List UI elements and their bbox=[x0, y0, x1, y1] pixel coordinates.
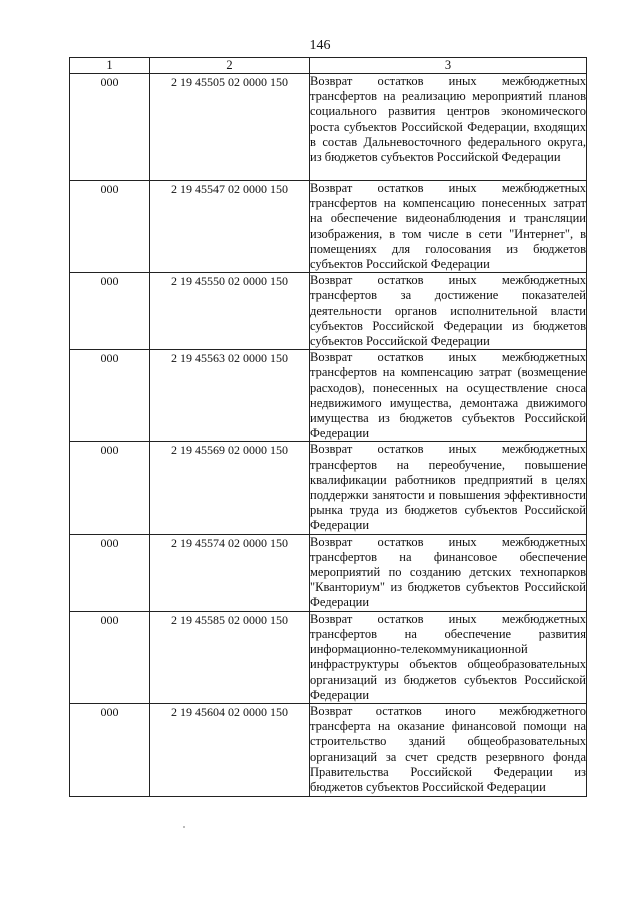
description-cell: Возврат остатков иного межбюджетного трансферта на оказание финансовой помощи на строительство зданий общеобразовательных организаций за счет средств резервного фонда Правительства Российской Федерации из бюджетов субъектов Российской Федерации bbox=[310, 703, 587, 796]
table-row bbox=[70, 273, 587, 350]
admin-code-cell: 000 bbox=[70, 534, 150, 611]
description-cell: Возврат остатков иных межбюджетных трансфертов на компенсацию затрат (возмещение расходов), понесенных на осуществление сноса недвижимого имущества, демонтажа движимого имущества из бюджетов субъектов Российской Федерации bbox=[310, 350, 586, 441]
admin-code-cell: 000 bbox=[70, 442, 150, 534]
budget-classification-table bbox=[69, 57, 587, 797]
description-cell: Возврат остатков иных межбюджетных трансфертов на переобучение, повышение квалификации работников предприятий в целях поддержки занятости и повышения эффективности рынка труда из бюджетов субъектов Российской Федерации bbox=[310, 442, 586, 533]
description-cell: Возврат остатков иных межбюджетных трансфертов за достижение показателей деятельности органов исполнительной власти субъектов Российской Федерации из бюджетов субъектов Российской Федерации bbox=[310, 273, 586, 349]
column-header-3: 3 bbox=[310, 58, 587, 74]
table-row bbox=[70, 181, 587, 273]
table-row bbox=[70, 74, 587, 181]
description-cell: Возврат остатков иных межбюджетных трансфертов на компенсацию понесенных затрат на обеспечение видеонаблюдения и трансляции изображения, в том числе в сети "Интернет", в помещениях для голосования из бюджетов субъектов Российской Федерации bbox=[310, 181, 586, 272]
classification-code-cell: 2 19 45547 02 0000 150 bbox=[150, 181, 310, 273]
classification-code-cell: 2 19 45604 02 0000 150 bbox=[150, 703, 310, 796]
table-row bbox=[70, 611, 587, 703]
classification-code-cell: 2 19 45563 02 0000 150 bbox=[150, 350, 310, 442]
admin-code-cell: 000 bbox=[70, 181, 150, 273]
column-header-2: 2 bbox=[150, 58, 310, 74]
classification-code-cell: 2 19 45585 02 0000 150 bbox=[150, 611, 310, 703]
admin-code-cell: 000 bbox=[70, 703, 150, 796]
table-row bbox=[70, 442, 587, 534]
admin-code-cell: 000 bbox=[70, 273, 150, 350]
classification-code-cell: 2 19 45574 02 0000 150 bbox=[150, 534, 310, 611]
classification-code-cell: 2 19 45550 02 0000 150 bbox=[150, 273, 310, 350]
classification-code-cell: 2 19 45505 02 0000 150 bbox=[150, 74, 310, 181]
scan-dot bbox=[183, 826, 185, 828]
admin-code-cell: 000 bbox=[70, 611, 150, 703]
table-row bbox=[70, 534, 587, 611]
description-cell: Возврат остатков иных межбюджетных трансфертов на финансовое обеспечение мероприятий по созданию детских технопарков "Кванториум" из бюджетов субъектов Российской Федерации bbox=[310, 534, 586, 610]
table-row bbox=[70, 703, 587, 796]
column-header-1: 1 bbox=[70, 58, 150, 74]
table-header-row bbox=[70, 58, 587, 74]
description-cell: Возврат остатков иных межбюджетных трансфертов на реализацию мероприятий планов социального развития центров экономического роста субъектов Российской Федерации, входящих в состав Дальневосточного федерального округа, из бюджетов субъектов Российской Федерации bbox=[310, 74, 587, 181]
admin-code-cell: 000 bbox=[70, 350, 150, 442]
table-row bbox=[70, 350, 587, 442]
admin-code-cell: 000 bbox=[70, 74, 150, 181]
description-cell: Возврат остатков иных межбюджетных трансфертов на обеспечение развития информационно-телекоммуникационной инфраструктуры объектов общеобразовательных организаций из бюджетов субъектов Российской Федерации bbox=[310, 611, 586, 702]
page-number: 146 bbox=[309, 38, 331, 53]
classification-code-cell: 2 19 45569 02 0000 150 bbox=[150, 442, 310, 534]
